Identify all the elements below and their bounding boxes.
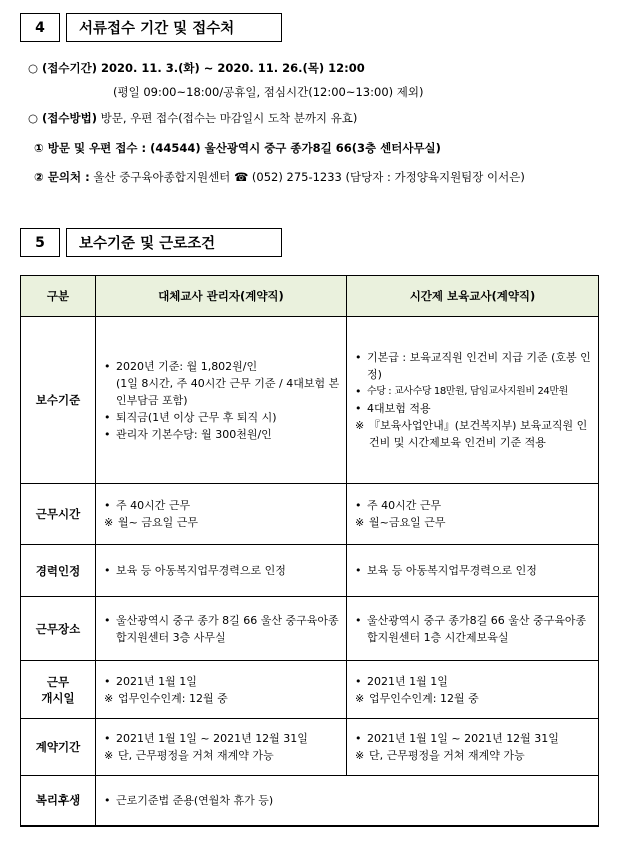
contact-label: ② 문의처 : <box>34 170 90 184</box>
place-text: 울산광역시 중구 종가8길 66 울산 중구육아종합지원센터 1층 시간제보육실 <box>367 613 587 644</box>
hours-manager-cell <box>96 484 347 545</box>
start-teacher-cell <box>347 661 599 719</box>
section-4-header <box>20 13 282 42</box>
renewal: 단, 근무평정을 거쳐 재계약 가능 <box>118 749 274 762</box>
table-header-row <box>21 276 599 317</box>
pay-base-note: (1일 8시간, 주 40시간 근무 기준 / 4대보험 본인부담금 포함) <box>116 376 340 407</box>
career-text: 보육 등 아동복지업무경력으로 인정 <box>367 564 537 577</box>
place-manager-cell <box>96 597 347 661</box>
pay-base: 2020년 기준: 월 1,802원/인 <box>116 359 258 373</box>
contact-text: 울산 중구육아종합지원센터 ☎ (052) 275-1233 (담당자 : 가정양육지원팀장 이서은) <box>89 170 525 184</box>
table-row <box>21 719 599 776</box>
pay-allowance: 관리자 기본수당: 월 300천원/인 <box>116 427 272 441</box>
hours-week: 주 40시간 근무 <box>116 499 191 512</box>
note-mark: ※ <box>355 516 365 529</box>
bullet: • <box>104 427 111 441</box>
pay-extra: 수당 : 교사수당 18만원, 담임교사지원비 24만원 <box>367 386 568 397</box>
period-line: ○ (접수기간) 2020. 11. 3.(화) ~ 2020. 11. 26.(목) 12:00 <box>28 61 365 75</box>
method-label: ○ (접수방법) <box>28 111 97 125</box>
bullet: • <box>104 499 111 512</box>
bullet: • <box>355 499 362 512</box>
row-label-welfare: 복리후생 <box>21 776 96 826</box>
place-text: 울산광역시 중구 종가 8길 66 울산 중구육아종합지원센터 3층 사무실 <box>116 613 339 644</box>
row-label-contract: 계약기간 <box>21 719 96 776</box>
table-row <box>21 597 599 661</box>
bullet: • <box>104 793 111 807</box>
header-category: 구분 <box>21 276 96 317</box>
method-text: 방문, 우편 접수(접수는 마감일시 도착 분까지 유효) <box>97 111 358 125</box>
start-label-line2: 개시일 <box>41 690 75 705</box>
note-mark: ※ <box>355 419 365 432</box>
pay-manager-cell <box>96 317 347 484</box>
bullet: • <box>355 402 362 415</box>
start-label-line1: 근무 <box>46 674 70 689</box>
contract-period: 2021년 1월 1일 ~ 2021년 12월 31일 <box>367 732 559 745</box>
pay-teacher-cell <box>347 317 599 484</box>
note-mark: ※ <box>104 691 114 705</box>
row-label-pay: 보수기준 <box>21 317 96 484</box>
row-label-place: 근무장소 <box>21 597 96 661</box>
table-row <box>21 545 599 597</box>
header-hourly-teacher: 시간제 보육교사(계약직) <box>347 276 599 317</box>
header-substitute-manager: 대체교사 관리자(계약직) <box>96 276 347 317</box>
section-number: 5 <box>20 228 60 257</box>
career-teacher-cell <box>347 545 599 597</box>
pay-insurance: 4대보험 적용 <box>367 402 431 415</box>
renewal: 단, 근무평정을 거쳐 재계약 가능 <box>369 749 525 762</box>
bullet: • <box>104 564 111 577</box>
bullet: • <box>104 613 111 627</box>
bullet: • <box>355 613 362 627</box>
pay-basic: 기본급 : 보육교직원 인건비 지급 기준 (호봉 인정) <box>367 351 591 381</box>
contract-manager-cell <box>96 719 347 776</box>
bullet: • <box>355 385 362 398</box>
note-mark: ※ <box>104 749 114 762</box>
period-note: (평일 09:00~18:00/공휴일, 점심시간(12:00~13:00) 제외) <box>113 85 424 99</box>
hours-teacher-cell <box>347 484 599 545</box>
hours-days: 월~금요일 근무 <box>369 516 446 529</box>
table-row <box>21 484 599 545</box>
visit-address: ① 방문 및 우편 접수 : (44544) 울산광역시 중구 종가8길 66(3층 센터사무실) <box>34 141 441 155</box>
hours-week: 주 40시간 근무 <box>367 499 442 512</box>
table-row <box>21 661 599 719</box>
row-label-start <box>21 661 96 719</box>
table-row <box>21 317 599 484</box>
bullet: • <box>355 674 362 688</box>
pay-severance: 퇴직금(1년 이상 근무 후 퇴직 시) <box>116 410 277 424</box>
pay-guideline: 『보육사업안내』(보건복지부) 보육교직원 인건비 및 시간제보육 인건비 기준 적용 <box>369 419 588 449</box>
career-manager-cell <box>96 545 347 597</box>
handover: 업무인수인계: 12월 중 <box>369 691 479 705</box>
section-title: 서류접수 기간 및 접수처 <box>66 13 282 42</box>
bullet: • <box>355 351 362 364</box>
bullet: • <box>104 732 111 745</box>
contract-teacher-cell <box>347 719 599 776</box>
section-5-header <box>20 228 282 257</box>
bullet: • <box>355 732 362 745</box>
career-text: 보육 등 아동복지업무경력으로 인정 <box>116 564 286 577</box>
note-mark: ※ <box>104 516 114 529</box>
bullet: • <box>355 564 362 577</box>
start-date: 2021년 1월 1일 <box>116 674 197 688</box>
bullet: • <box>104 674 111 688</box>
place-teacher-cell <box>347 597 599 661</box>
contact-line <box>34 169 525 185</box>
welfare-text: 근로기준법 준용(연월차 휴가 등) <box>116 793 274 807</box>
note-mark: ※ <box>355 691 365 705</box>
method-line <box>28 110 357 126</box>
contract-period: 2021년 1월 1일 ~ 2021년 12월 31일 <box>116 732 308 745</box>
row-label-hours: 근무시간 <box>21 484 96 545</box>
section-title: 보수기준 및 근로조건 <box>66 228 282 257</box>
welfare-cell <box>96 776 599 826</box>
bullet: • <box>104 359 111 373</box>
section-number: 4 <box>20 13 60 42</box>
start-manager-cell <box>96 661 347 719</box>
start-date: 2021년 1월 1일 <box>367 674 448 688</box>
row-label-career: 경력인정 <box>21 545 96 597</box>
bullet: • <box>104 410 111 424</box>
handover: 업무인수인계: 12월 중 <box>118 691 228 705</box>
conditions-table <box>20 275 599 827</box>
table-row <box>21 776 599 826</box>
note-mark: ※ <box>355 749 365 762</box>
hours-days: 월~ 금요일 근무 <box>118 516 198 529</box>
